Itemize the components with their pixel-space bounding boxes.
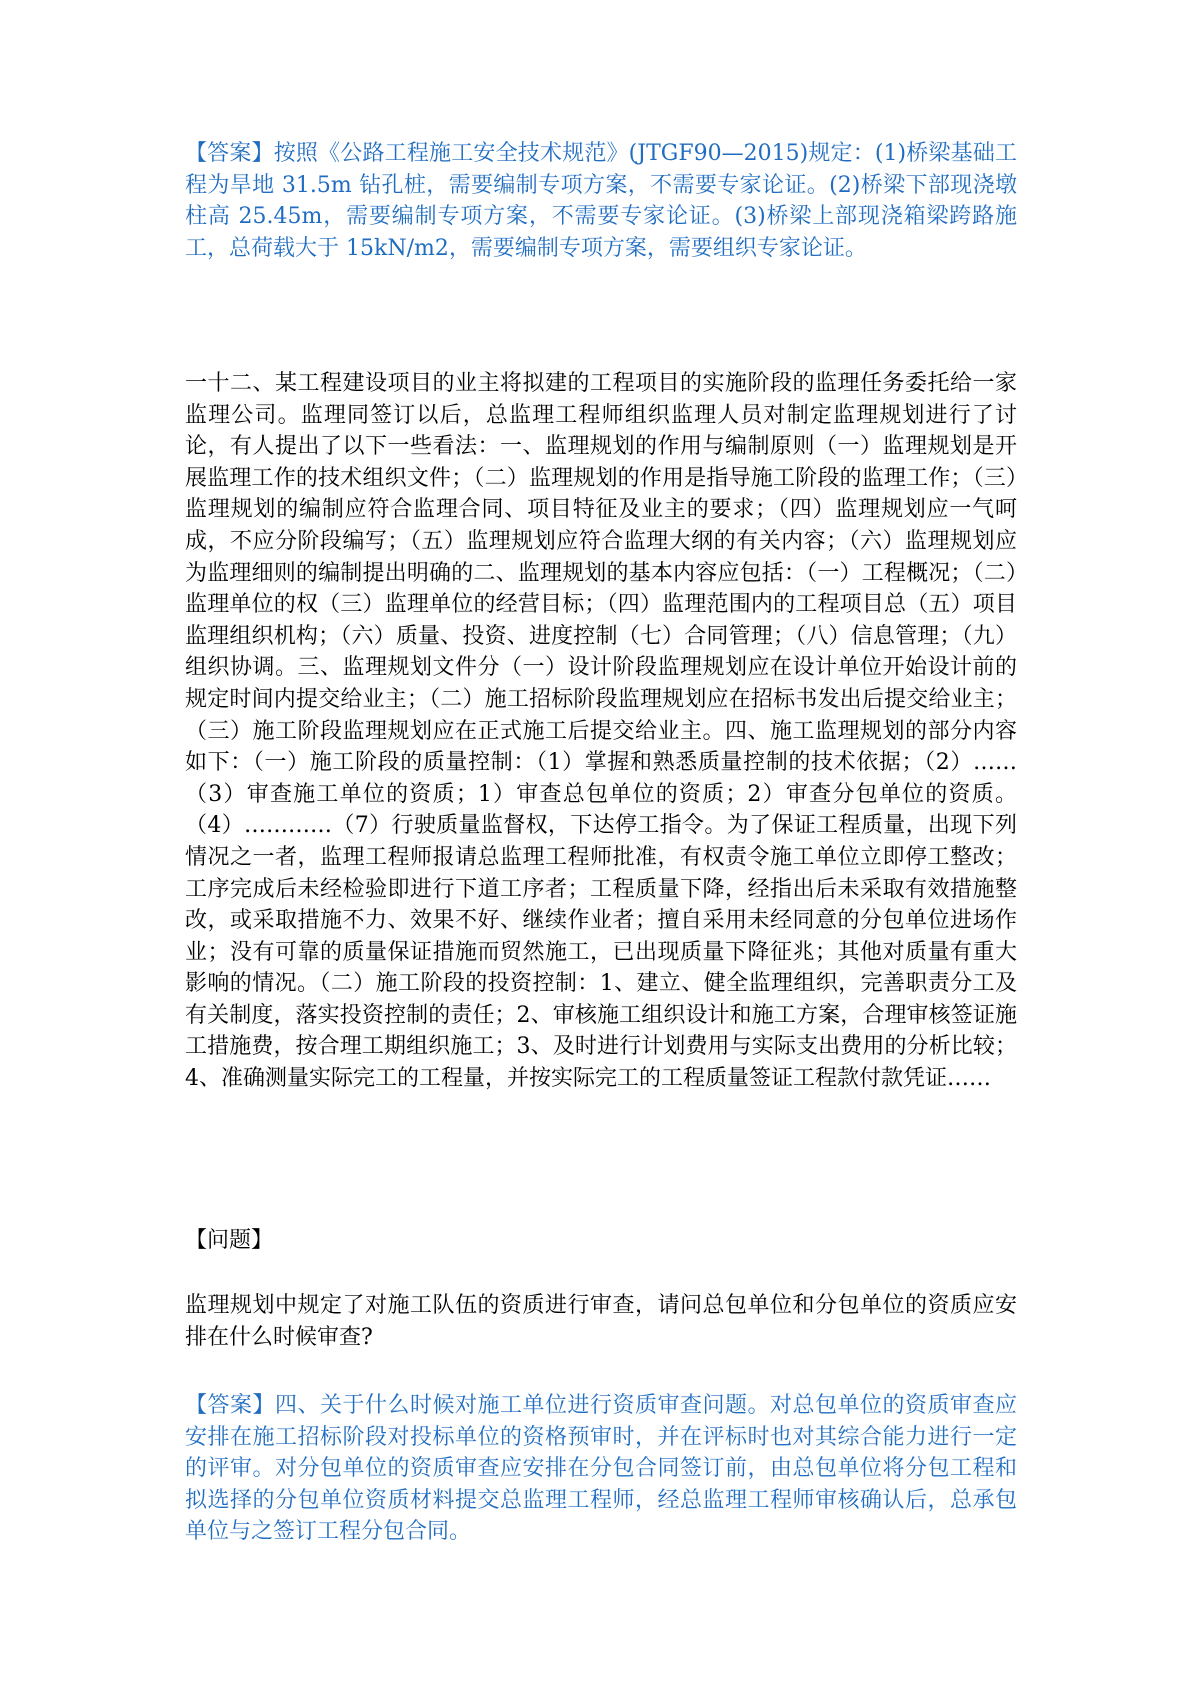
ask-paragraph: 监理规划中规定了对施工队伍的资质进行审查，请问总包单位和分包单位的资质应安排在什么时候审查? bbox=[185, 1293, 1017, 1350]
question-paragraph: 一十二、某工程建设项目的业主将拟建的工程项目的实施阶段的监理任务委托给一家监理公司。监理同签订以后，总监理工程师组织监理人员对制定监理规划进行了讨论，有人提出了以下一些看法：一、监理规划的作用与编制原则（一）监理规划是开展监理工作的技术组织文件；（二）监理规划的作用是指导施工阶段的监理工作；（三）监理规划的编制应符合监理合同、项目特征及业主的要求；（四）监理规划应一气呵成，不应分阶段编写；（五）监理规划应符合监理大纲的有关内容；（六）监理规划应为监理细则的编制提出明确的二、监理规划的基本内容应包括：（一）工程概况；（二）监理单位的权（三）监理单位的经营目标；（四）监理范围内的工程项目总（五）项目监理组织机构；（六）质量、投资、进度控制（七）合同管理；（八）信息管理；（九）组织协调。三、监理规划文件分（一）设计阶段监理规划应在设计单位开始设计前的规定时间内提交给业主；（二）施工招标阶段监理规划应在招标书发出后提交给业主；（三）施工阶段监理规划应在正式施工后提交给业主。四、施工监理规划的部分内容如下：（一）施工阶段的质量控制：（1）掌握和熟悉质量控制的技术依据；（2）……（3）审查施工单位的资质；1）审查总包单位的资质；2）审查分包单位的资质。（4）…………（7）行驶质量监督权，下达停工指令。为了保证工程质量，出现下列情况之一者，监理工程师报请总监理工程师批准，有权责令施工单位立即停工整改；工序完成后未经检验即进行下道工序者；工程质量下降，经指出后未采取有效措施整改，或采取措施不力、效果不好、继续作业者；擅自采用未经同意的分包单位进场作业；没有可靠的质量保证措施而贸然施工，已出现质量下降征兆；其他对质量有重大影响的情况。（二）施工阶段的投资控制：1、建立、健全监理组织，完善职责分工及有关制度，落实投资控制的责任；2、审核施工组织设计和施工方案，合理审核签证施工措施费，按合理工期组织施工；3、及时进行计划费用与实际支出费用的分析比较；4、准确测量实际完工的工程量，并按实际完工的工程质量签证工程款付款凭证…… bbox=[185, 371, 1017, 1092]
answer-paragraph-1: 【答案】按照《公路工程施工安全技术规范》(JTGF90—2015)规定：(1)桥梁基础工程为旱地 31.5m 钻孔桩，需要编制专项方案，不需要专家论证。(2)桥梁下部现浇墩柱高 25.45m，需要编制专项方案，不需要专家论证。(3)桥梁上部现浇箱梁跨路施工，总荷载大于 15kN/m2，需要编制专项方案，需要组织专家论证。 bbox=[185, 141, 1017, 261]
answer-paragraph-2: 【答案】四、关于什么时候对施工单位进行资质审查问题。对总包单位的资质审查应安排在施工招标阶段对投标单位的资格预审时，并在评标时也对其综合能力进行一定的评审。对分包单位的资质审查应安排在分包合同签订前，由总包单位将分包工程和拟选择的分包单位资质材料提交总监理工程师，经总监理工程师审核确认后，总承包单位与之签订工程分包合同。 bbox=[185, 1393, 1017, 1545]
question-label: 【问题】 bbox=[185, 1228, 274, 1253]
